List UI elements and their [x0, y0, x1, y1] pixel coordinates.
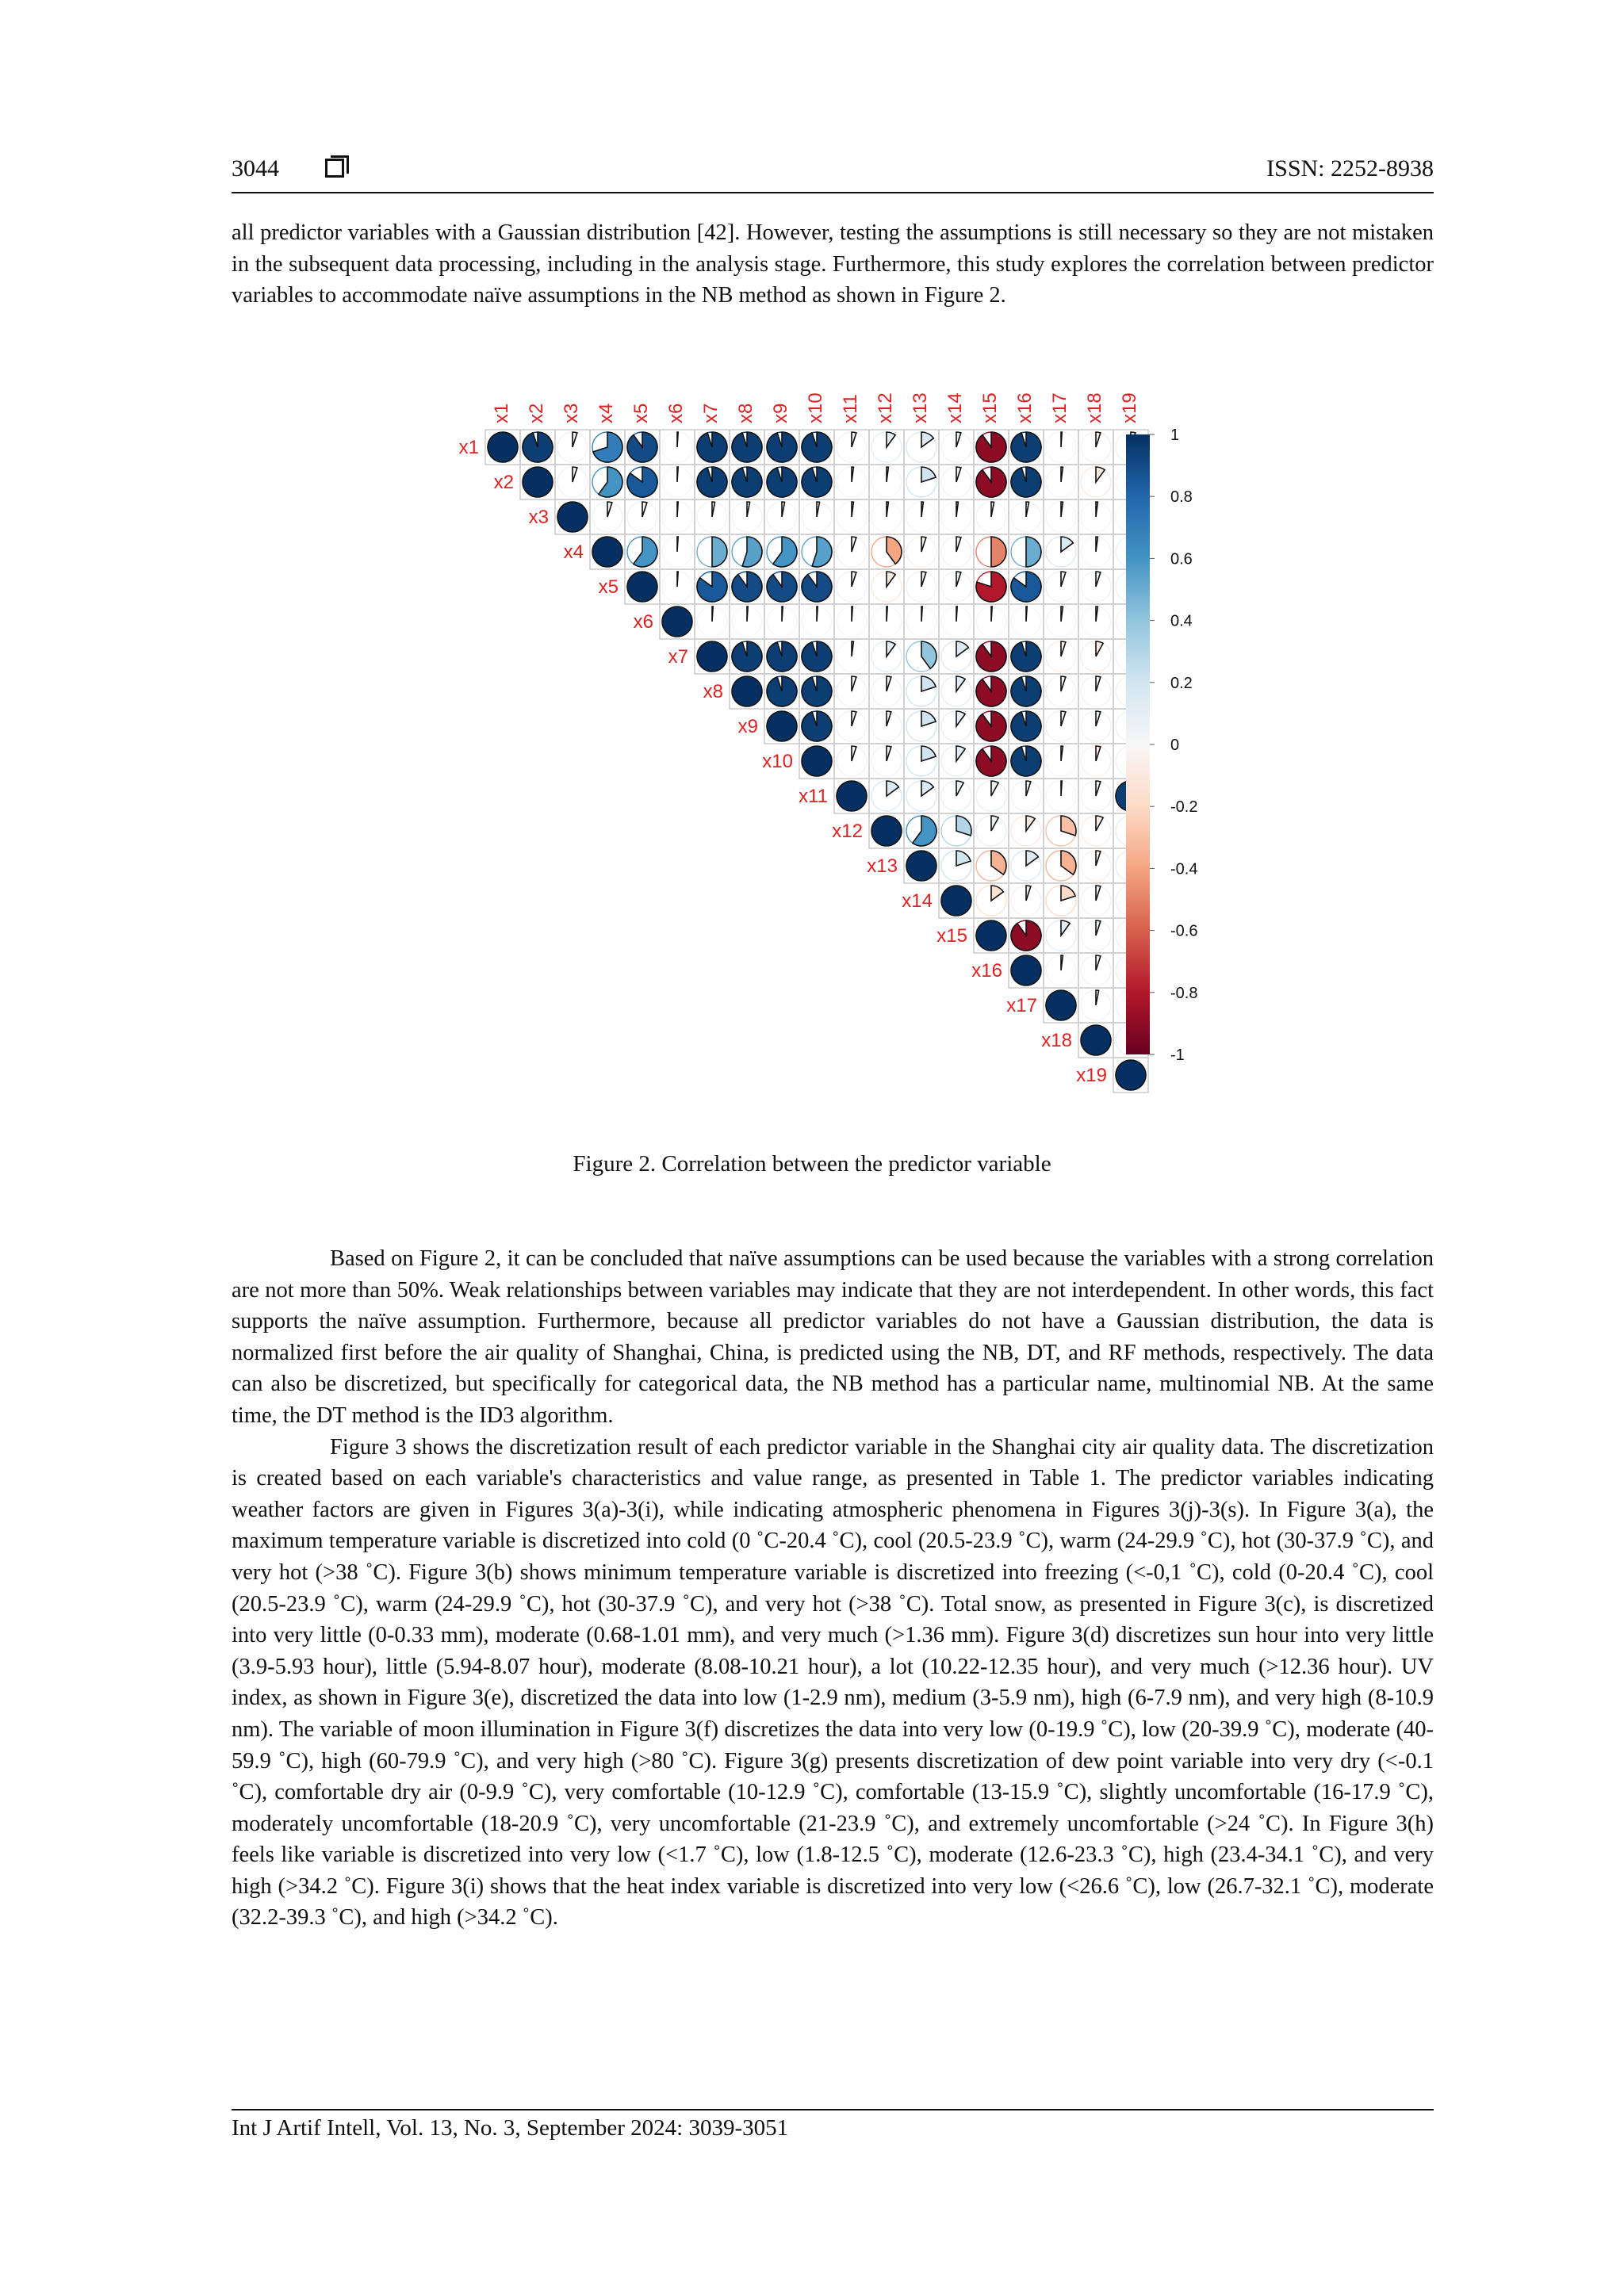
corr-pie-wedge [887, 502, 888, 517]
corr-pie-wedge [747, 607, 748, 622]
col-label-x2: x2 [526, 403, 547, 423]
row-label-x9: x9 [737, 716, 758, 737]
corr-pie-wedge [712, 502, 715, 517]
corr-pie-wedge [767, 676, 797, 706]
corr-pie-wedge [921, 467, 936, 482]
corr-pie-wedge [1061, 676, 1066, 691]
corr-pie-wedge [887, 537, 902, 564]
corr-pie-full [627, 572, 657, 602]
corr-pie-full [1081, 1025, 1111, 1055]
corr-pie-wedge [573, 432, 577, 447]
figure-caption: Figure 2. Correlation between the predictor variable [573, 1151, 1051, 1177]
corr-pie-wedge [1096, 746, 1101, 761]
row-label-x8: x8 [703, 681, 723, 702]
corr-pie-wedge [1096, 886, 1101, 901]
corr-pie-full [732, 676, 762, 706]
col-label-x6: x6 [665, 403, 687, 423]
colorbar-tick-label: -0.2 [1170, 798, 1198, 817]
corr-pie-wedge [1096, 641, 1103, 656]
col-label-x12: x12 [875, 392, 896, 423]
corr-pie-wedge [1061, 851, 1076, 874]
corr-pie-wedge [887, 781, 898, 796]
journal-box-icon [325, 159, 344, 178]
corr-pie-wedge [677, 432, 678, 447]
col-label-x13: x13 [910, 392, 931, 423]
row-label-x12: x12 [832, 821, 863, 842]
header-rule [232, 192, 1434, 193]
corr-pie-wedge [852, 572, 856, 587]
footer-citation: Int J Artif Intell, Vol. 13, No. 3, September 2024: 3039-3051 [232, 2115, 789, 2141]
col-label-x1: x1 [491, 403, 512, 423]
colorbar-tick-label: 0.2 [1170, 674, 1193, 692]
corr-pie-wedge [747, 502, 750, 517]
corr-pie-wedge [991, 851, 1006, 874]
corr-pie-wedge [1026, 886, 1031, 901]
corr-pie-wedge [1061, 467, 1063, 482]
row-label-x6: x6 [633, 611, 653, 633]
corr-pie-wedge [887, 641, 895, 656]
row-label-x3: x3 [528, 507, 549, 528]
corr-pie-wedge [1061, 607, 1063, 622]
corr-pie-wedge [773, 537, 797, 567]
corr-pie-wedge [921, 432, 933, 447]
corr-pie-wedge [1011, 676, 1041, 706]
corr-pie-full [488, 432, 518, 462]
corr-pie-wedge [1011, 711, 1041, 741]
corr-pie-wedge [817, 502, 820, 517]
corr-pie-wedge [956, 502, 958, 517]
col-label-x9: x9 [770, 403, 791, 423]
corr-pie-wedge [1061, 920, 1070, 936]
corr-pie-wedge [1096, 607, 1097, 622]
corr-pie-wedge [956, 816, 971, 836]
col-label-x3: x3 [561, 403, 582, 423]
corr-pie-wedge [677, 537, 678, 552]
corr-pie-wedge [852, 746, 856, 761]
page-number: 3044 [232, 155, 279, 182]
corr-pie-wedge [956, 746, 965, 761]
corr-pie-wedge [523, 432, 553, 462]
corr-pie-wedge [782, 502, 785, 517]
corr-pie-wedge [1061, 746, 1063, 761]
corr-pie-wedge [767, 572, 797, 602]
corr-pie-wedge [976, 676, 1006, 706]
corr-pie-wedge [1026, 502, 1029, 517]
corr-pie-full [802, 746, 832, 776]
corr-pie-wedge [976, 711, 1006, 741]
corr-pie-wedge [732, 467, 762, 497]
colorbar-tick-label: -0.4 [1170, 860, 1198, 878]
corr-pie-wedge [1011, 746, 1041, 776]
corr-pie-wedge [852, 502, 853, 517]
corr-pie-wedge [1061, 781, 1062, 796]
colorbar-tick-label: 0 [1170, 737, 1180, 754]
corr-pie-full [941, 886, 971, 916]
corr-pie-wedge [802, 676, 832, 706]
corr-pie-wedge [991, 816, 998, 831]
colorbar-tick-label: -1 [1170, 1047, 1185, 1064]
col-label-x17: x17 [1049, 392, 1071, 423]
corr-pie-wedge [1011, 920, 1041, 951]
corr-pie-full [1116, 1060, 1146, 1090]
col-label-x14: x14 [944, 392, 966, 423]
body-paragraph-1: Based on Figure 2, it can be concluded that naïve assumptions can be used because the variables with a strong correlation are not more than 50%. Weak relationships between variables may indicate that they are not interdependent. In other words, this fact supports the naïve assumption. Furthermore, because all predictor variables do not have a Gaussian distribution, the data is normalized first before the air quality of Shanghai, China, is predicted using the NB, DT, and RF methods, respectively. The data can also be discretized, but specifically for categorical data, the NB method has a particular name, multinomial NB. At the same time, the DT method is the ID3 algorithm. [232, 1246, 1434, 1428]
body-text [232, 1243, 1434, 1934]
colorbar [1126, 434, 1150, 1054]
corr-pie-wedge [921, 502, 923, 517]
corr-pie-wedge [712, 607, 713, 622]
corr-pie-wedge [732, 432, 762, 462]
corr-pie-wedge [887, 432, 895, 447]
issn-label: ISSN: 2252-8938 [1266, 155, 1434, 182]
corr-pie-wedge [956, 607, 957, 622]
corr-pie-wedge [921, 676, 936, 691]
corr-pie-wedge [627, 432, 657, 462]
corr-pie-wedge [1096, 572, 1101, 587]
corr-pie-wedge [991, 537, 1006, 567]
row-label-x4: x4 [563, 541, 584, 563]
corr-pie-wedge [887, 746, 891, 761]
corr-pie-wedge [677, 572, 678, 587]
col-label-x8: x8 [735, 403, 756, 423]
corr-pie-wedge [921, 572, 926, 587]
corr-pie-wedge [852, 676, 856, 691]
corr-pie-wedge [921, 607, 922, 622]
colorbar-tick-label: -0.8 [1170, 984, 1198, 1002]
corr-pie-wedge [1026, 537, 1041, 567]
corr-pie-wedge [976, 467, 1006, 497]
corr-pie-wedge [742, 537, 762, 567]
corr-pie-wedge [1061, 711, 1066, 726]
col-label-x19: x19 [1119, 392, 1140, 423]
col-label-x11: x11 [840, 394, 861, 423]
corr-pie-wedge [913, 816, 936, 846]
corr-pie-wedge [802, 641, 832, 672]
corr-pie-full [976, 920, 1006, 951]
corr-pie-wedge [677, 467, 678, 482]
corr-pie-wedge [852, 641, 853, 656]
row-label-x1: x1 [458, 437, 479, 458]
corr-pie-full [906, 851, 936, 881]
row-label-x14: x14 [902, 890, 933, 912]
corr-pie-wedge [802, 467, 832, 497]
corr-pie-wedge [976, 641, 1006, 672]
colorbar-tick-label: 0.8 [1170, 488, 1193, 507]
corr-pie-wedge [1061, 955, 1063, 970]
corr-pie-wedge [956, 467, 961, 482]
corr-pie-wedge [956, 432, 961, 447]
row-label-x18: x18 [1041, 1030, 1072, 1051]
corr-pie-wedge [1061, 886, 1075, 901]
corr-pie-wedge [573, 467, 577, 482]
corr-pie-wedge [593, 432, 622, 462]
corr-pie-wedge [697, 467, 727, 497]
corr-pie-wedge [852, 467, 853, 482]
corr-pie-wedge [921, 641, 936, 668]
col-label-x7: x7 [700, 403, 722, 423]
corr-pie-wedge [976, 746, 1006, 776]
corr-pie-wedge [1096, 537, 1097, 552]
col-label-x5: x5 [630, 403, 652, 423]
corr-pie-wedge [599, 467, 622, 497]
corr-pie-wedge [887, 467, 888, 482]
corr-pie-wedge [887, 676, 891, 691]
corr-pie-wedge [921, 537, 926, 552]
corr-pie-wedge [607, 502, 612, 517]
corr-pie-full [837, 781, 867, 811]
correlation-plot [428, 388, 1253, 1134]
corr-pie-wedge [921, 711, 936, 726]
corr-pie-wedge [1096, 676, 1101, 691]
col-label-x4: x4 [596, 403, 617, 423]
corr-pie-wedge [802, 711, 832, 741]
corr-pie-wedge [1096, 711, 1101, 726]
corr-pie-wedge [1061, 502, 1063, 517]
corr-pie-full [697, 641, 727, 672]
col-label-x18: x18 [1084, 392, 1105, 423]
corr-pie-wedge [642, 502, 647, 517]
corr-pie-full [662, 607, 692, 637]
corr-pie-wedge [1026, 607, 1027, 622]
corr-pie-wedge [802, 432, 832, 462]
col-label-x15: x15 [979, 392, 1001, 423]
corr-pie-wedge [852, 432, 856, 447]
row-label-x11: x11 [799, 786, 828, 807]
row-label-x5: x5 [598, 576, 619, 598]
corr-pie-wedge [1096, 955, 1101, 970]
corr-pie-wedge [956, 851, 971, 866]
corr-pie-wedge [921, 781, 933, 796]
colorbar-tick-label: 0.4 [1170, 612, 1193, 630]
corr-pie-wedge [1096, 781, 1101, 796]
corr-pie-wedge [852, 537, 856, 552]
corr-pie-wedge [976, 432, 1006, 462]
body-paragraph-2: Figure 3 shows the discretization result of each predictor variable in the Shanghai city air quality data. The discretization is created based on each variable's characteristics and value range, as presented in Table 1. The predictor variables indicating weather factors are given in Figures 3(a)-3(i), while indicating atmospheric phenomena in Figures 3(j)-3(s). In Figure 3(a), the maximum temperature variable is discretized into cold (0 ˚C-20.4 ˚C), cool (20.5-23.9 ˚C), warm (24-29.9 ˚C), hot (30-37.9 ˚C), and very hot (>38 ˚C). Figure 3(b) shows minimum temperature variable is discretized into freezing (<-0,1 ˚C), cold (0-20.4 ˚C), cool (20.5-23.9 ˚C), warm (24-29.9 ˚C), hot (30-37.9 ˚C), and very hot (>38 ˚C). Total snow, as presented in Figure 3(c), is discretized into very little (0-0.33 mm), moderate (0.68-1.01 mm), and very much (>1.36 mm). Figure 3(d) discretizes sun hour into very little (3.9-5.93 hour), little (5.94-8.07 hour), moderate (8.08-10.21 hour), a lot (10.22-12.35 hour), and very much (>12.36 hour). UV index, as shown in Figure 3(e), discretized the data into low (1-2.9 nm), medium (3-5.9 nm), high (6-7.9 nm), and very high (8-10.9 nm). The variable of moon illumination in Figure 3(f) discretizes the data into very low (0-19.9 ˚C), low (20-39.9 ˚C), moderate (40-59.9 ˚C), high (60-79.9 ˚C), and very high (>80 ˚C). Figure 3(g) presents discretization of dew point variable into very dry (<-0.1 ˚C), comfortable dry air (0-9.9 ˚C), very comfortable (10-12.9 ˚C), comfortable (13-15.9 ˚C), slightly uncomfortable (16-17.9 ˚C), moderately uncomfortable (18-20.9 ˚C), very uncomfortable (21-23.9 ˚C), and extremely uncomfortable (>24 ˚C). In Figure 3(h) feels like variable is discretized into very low (<1.7 ˚C), low (1.8-12.5 ˚C), moderate (12.6-23.3 ˚C), high (23.4-34.1 ˚C), and very high (>34.2 ˚C). Figure 3(i) shows that the heat index variable is discretized into very low (<26.6 ˚C), low (26.7-32.1 ˚C), moderate (32.2-39.3 ˚C), and high (>34.2 ˚C). [232, 1434, 1434, 1931]
corr-pie-wedge [1096, 502, 1097, 517]
corr-pie-wedge [767, 432, 797, 462]
corr-pie-wedge [767, 467, 797, 497]
row-label-x16: x16 [971, 960, 1002, 982]
corr-pie-wedge [921, 746, 936, 761]
corr-pie-wedge [991, 607, 992, 622]
corr-pie-wedge [956, 537, 961, 552]
corr-pie-full [1011, 955, 1041, 985]
corr-pie-wedge [887, 572, 895, 587]
corr-pie-wedge [1061, 537, 1073, 552]
corr-pie-full [1046, 990, 1076, 1020]
corr-pie-full [871, 816, 902, 846]
corr-pie-wedge [1061, 432, 1062, 447]
corr-pie-wedge [956, 781, 963, 796]
corr-pie-wedge [991, 886, 1003, 901]
corr-pie-wedge [1096, 990, 1099, 1005]
intro-paragraph [232, 217, 1434, 312]
corr-pie-wedge [767, 641, 797, 672]
corr-pie-wedge [887, 711, 891, 726]
corr-pie-wedge [1096, 816, 1103, 831]
corr-pie-wedge [1011, 432, 1041, 462]
row-label-x15: x15 [936, 925, 967, 947]
corr-pie-wedge [1011, 467, 1041, 497]
corr-pie-wedge [1096, 432, 1101, 447]
corr-pie-wedge [1026, 851, 1038, 866]
corr-pie-wedge [1061, 572, 1066, 587]
row-label-x2: x2 [493, 472, 514, 493]
row-label-x13: x13 [867, 855, 898, 877]
row-label-x17: x17 [1006, 995, 1037, 1016]
corr-pie-wedge [1096, 920, 1101, 936]
corr-pie-wedge [1096, 467, 1105, 482]
corr-pie-wedge [956, 676, 965, 691]
corr-pie-wedge [1026, 781, 1031, 796]
corr-pie-wedge [956, 572, 961, 587]
corr-pie-wedge [991, 502, 994, 517]
corr-pie-wedge [782, 607, 783, 622]
intro-text: all predictor variables with a Gaussian distribution [42]. However, testing the assumptions is still necessary so they are not mistaken in the subsequent data processing, including in the analysis stage. Furthermore, this study explores the correlation between predictor variables to accommodate naïve assumptions in the NB method as shown in Figure 2. [232, 220, 1434, 308]
corr-pie-full [767, 711, 797, 741]
corr-pie-wedge [956, 711, 965, 726]
corr-pie-wedge [802, 572, 832, 602]
col-label-x10: x10 [805, 392, 826, 423]
corr-pie-wedge [812, 537, 832, 567]
footer-rule [232, 2109, 1434, 2110]
corr-pie-wedge [1061, 641, 1066, 656]
corr-pie-wedge [1061, 816, 1076, 836]
colorbar-tick-label: 1 [1170, 427, 1180, 444]
corr-pie-wedge [1096, 851, 1101, 866]
corr-pie-wedge [697, 432, 727, 462]
corr-pie-wedge [634, 537, 657, 567]
corr-pie-wedge [991, 781, 998, 796]
corr-pie-wedge [732, 641, 762, 672]
row-label-x10: x10 [762, 751, 793, 772]
corr-pie-wedge [712, 537, 727, 567]
corr-pie-wedge [817, 607, 818, 622]
colorbar-tick-label: -0.6 [1170, 922, 1198, 940]
corr-pie-full [557, 502, 588, 532]
corr-pie-full [523, 467, 553, 497]
row-label-x7: x7 [668, 646, 688, 668]
corr-pie-wedge [852, 711, 856, 726]
colorbar-tick-label: 0.6 [1170, 550, 1193, 568]
col-label-x16: x16 [1014, 392, 1036, 423]
corr-pie-wedge [1011, 641, 1041, 672]
corr-pie-full [592, 537, 622, 567]
corr-pie-wedge [956, 641, 968, 656]
page-header [232, 155, 1434, 190]
corr-pie-wedge [677, 502, 678, 517]
correlation-figure [428, 388, 1253, 1134]
corr-pie-wedge [1026, 816, 1035, 831]
corr-pie-wedge [732, 572, 762, 602]
row-label-x19: x19 [1076, 1065, 1107, 1086]
